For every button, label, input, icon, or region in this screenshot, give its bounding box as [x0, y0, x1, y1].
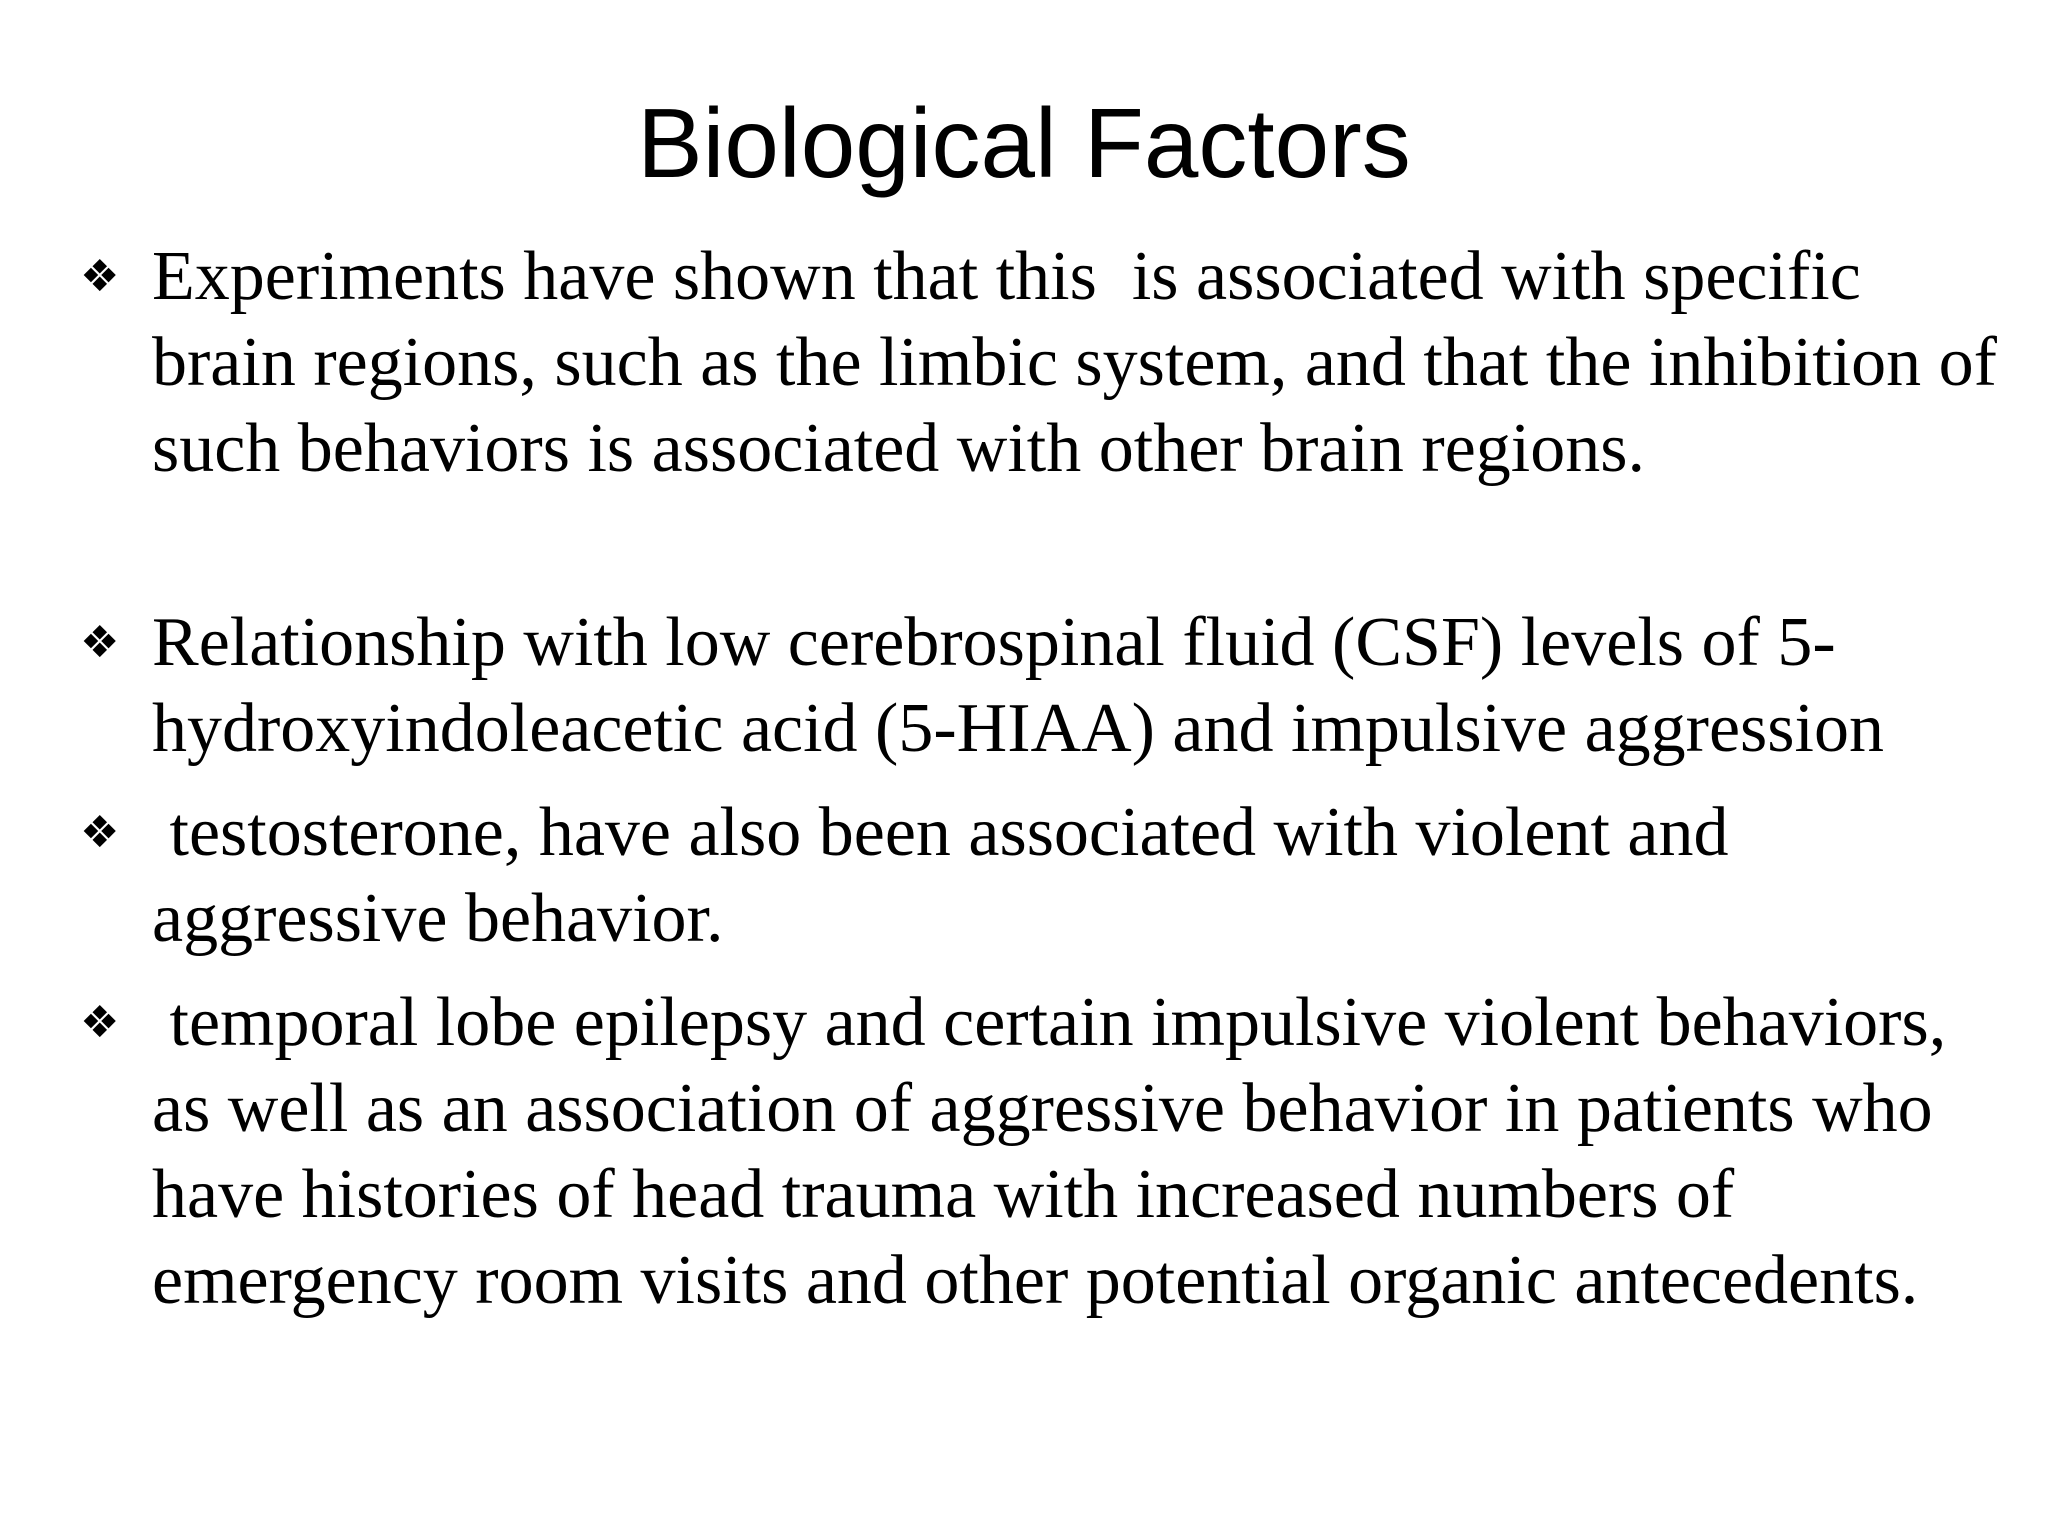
- bullet-text: Experiments have shown that this is associated with specific brain regions, such as the limbic system, and that the inhibition of such behaviors is associated with other brain regions.: [152, 238, 2015, 487]
- bullet-item-testosterone: [80, 790, 2000, 962]
- bullet-text: temporal lobe epilepsy and certain impulsive violent behaviors, as well as an association of aggressive behavior in patients who have histories of head trauma with increased numbers of emergency room visits and other potential organic antecedents.: [152, 984, 1964, 1319]
- four-diamond-bullet-icon: ❖: [80, 251, 120, 302]
- four-diamond-bullet-icon: ❖: [80, 617, 120, 668]
- slide-title: Biological Factors: [637, 88, 1411, 198]
- bullet-text: testosterone, have also been associated with violent and aggressive behavior.: [152, 794, 1746, 957]
- bullet-item-csf-levels: [80, 600, 2000, 772]
- bullet-item-temporal-lobe: [80, 980, 2000, 1324]
- four-diamond-bullet-icon: ❖: [80, 807, 120, 858]
- bullet-list: [80, 234, 2015, 1324]
- bullet-text: Relationship with low cerebrospinal fluid (CSF) levels of 5-hydroxyindoleacetic acid (5-HIAA) and impulsive aggression: [152, 604, 1884, 767]
- four-diamond-bullet-icon: ❖: [80, 997, 120, 1048]
- bullet-item-brain-regions: [80, 234, 2015, 492]
